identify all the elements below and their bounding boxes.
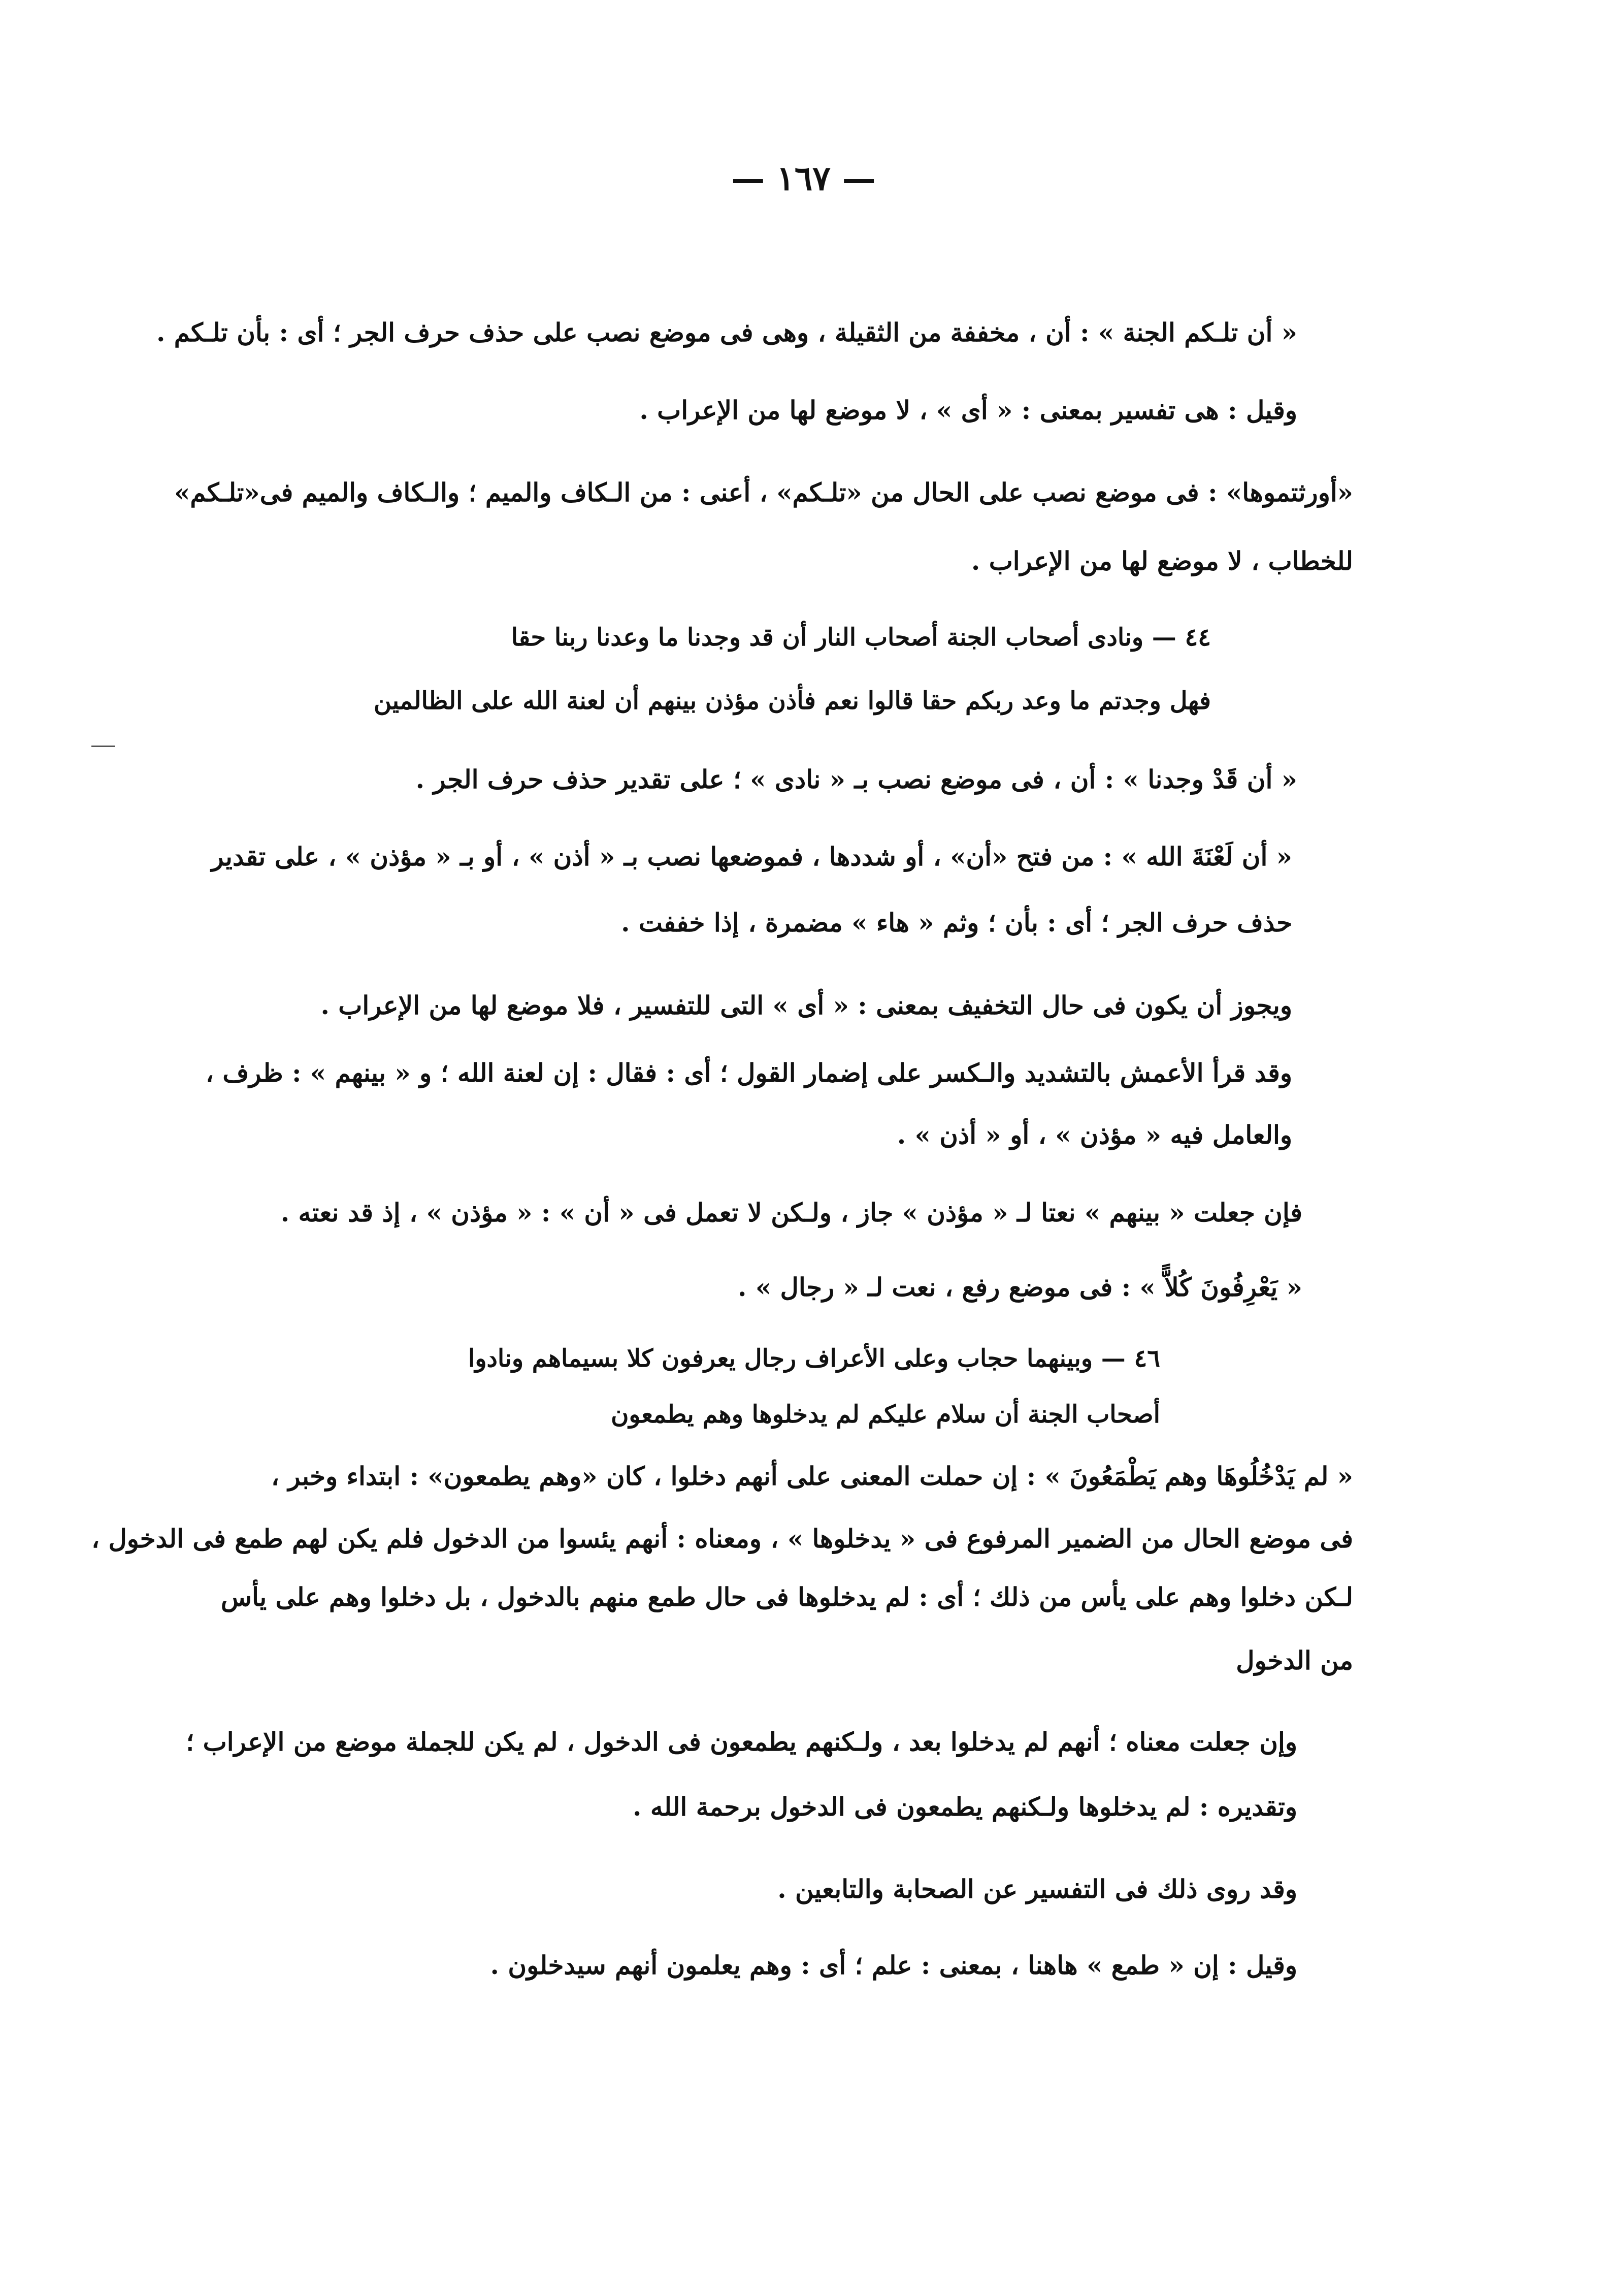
text-line: وإن جعلت معناه ؛ أنهم لم يدخلوا بعد ، ولـكنهم يطمعون فى الدخول ، لم يكن للجملة موضع من الإعراب ؛ — [186, 1727, 1297, 1757]
text-line: « أن قَدْ وجدنا » : أن ، فى موضع نصب بـ « نادى » ؛ على تقدير حذف حرف الجر . — [415, 764, 1297, 794]
text-line: وقيل : إن « طمع » هاهنا ، بمعنى : علم ؛ أى : وهم يعلمون أنهم سيدخلون . — [490, 1950, 1297, 1980]
margin-mark — [91, 746, 115, 747]
verse-line: أصحاب الجنة أن سلام عليكم لم يدخلوها وهم يطمعون — [611, 1400, 1160, 1429]
text-line: وتقديره : لم يدخلوها ولـكنهم يطمعون فى الدخول برحمة الله . — [633, 1792, 1297, 1822]
text-line: ويجوز أن يكون فى حال التخفيف بمعنى : « أى » التى للتفسير ، فلا موضع لها من الإعراب . — [320, 990, 1292, 1020]
verse-line: فهل وجدتم ما وعد ربكم حقا قالوا نعم فأذن مؤذن بينهم أن لعنة الله على الظالمين — [374, 687, 1211, 715]
text-line: حذف حرف الجر ؛ أى : بأن ؛ وثم « هاء » مضمرة ، إذا خففت . — [621, 908, 1292, 937]
text-line: « يَعْرِفُونَ كُلاًّ » : فى موضع رفع ، نعت لـ « رجال » . — [738, 1272, 1302, 1302]
text-line: من الدخول — [1236, 1645, 1353, 1675]
text-line: وقيل : هى تفسير بمعنى : « أى » ، لا موضع لها من الإعراب . — [639, 395, 1297, 425]
text-line: « لم يَدْخُلُوهَا وهم يَطْمَعُونَ » : إن حملت المعنى على أنهم دخلوا ، كان «وهم يطمعون» : ابتداء وخبر ، — [271, 1461, 1353, 1491]
text-line: « أن لَعْنَةَ الله » : من فتح «أن» ، أو شددها ، فموضعها نصب بـ « أذن » ، أو بـ « مؤذن » ، على تقدير — [211, 842, 1292, 871]
text-line: لـكن دخلوا وهم على يأس من ذلك ؛ أى : لم يدخلوها فى حال طمع منهم بالدخول ، بل دخلوا وهم على يأس — [220, 1582, 1353, 1612]
text-line: «أورثتموها» : فى موضع نصب على الحال من «تلـكم» ، أعنى : من الـكاف والميم ؛ والـكاف والميم فى«تلـكم» — [174, 477, 1353, 507]
text-line: فإن جعلت « بينهم » نعتا لـ « مؤذن » جاز ، ولـكن لا تعمل فى « أن » : « مؤذن » ، إذ قد نعته . — [280, 1198, 1302, 1227]
verse-line: ٤٦ — وبينهما حجاب وعلى الأعراف رجال يعرفون كلا بسيماهم ونادوا — [468, 1344, 1160, 1373]
verse-line: ٤٤ — ونادى أصحاب الجنة أصحاب النار أن قد وجدنا ما وعدنا ربنا حقا — [511, 623, 1211, 652]
text-line: للخطاب ، لا موضع لها من الإعراب . — [971, 546, 1353, 576]
text-line: فى موضع الحال من الضمير المرفوع فى « يدخلوها » ، ومعناه : أنهم يئسوا من الدخول فلم يكن لهم طمع فى الدخول ، — [91, 1524, 1353, 1554]
text-line: وقد روى ذلك فى التفسير عن الصحابة والتابعين . — [777, 1874, 1297, 1904]
text-line: « أن تلـكم الجنة » : أن ، مخففة من الثقيلة ، وهى فى موضع نصب على حذف حرف الجر ؛ أى : بأن تلـكم . — [156, 317, 1297, 347]
text-line: والعامل فيه « مؤذن » ، أو « أذن » . — [897, 1120, 1292, 1150]
text-line: وقد قرأ الأعمش بالتشديد والـكسر على إضمار القول ؛ أى : فقال : إن لعنة الله ؛ و « بينهم » : ظرف ، — [205, 1058, 1292, 1088]
page-number: — ١٦٧ — — [731, 158, 876, 198]
